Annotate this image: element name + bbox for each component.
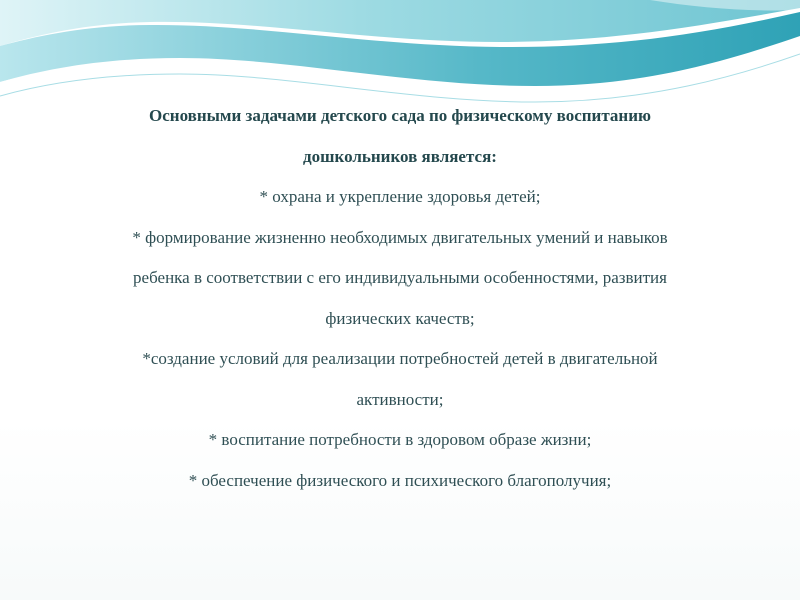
heading-line-2: дошкольников является: — [303, 146, 497, 166]
task-item-3-line-1: *создание условий для реализации потребностей детей в двигательной — [142, 349, 658, 368]
task-item-1: * охрана и укрепление здоровья детей; — [259, 187, 541, 206]
task-item-5: * обеспечение физического и психического благополучия; — [188, 470, 612, 490]
heading-line-1: Основными задачами детского сада по физическому воспитанию — [149, 106, 651, 125]
task-item-3-line-2: активности; — [356, 389, 444, 409]
task-item-2-line-2: ребенка в соответствии с его индивидуальными особенностями, развития — [133, 268, 667, 287]
task-item-2-line-3: физических качеств; — [325, 308, 475, 328]
slide-content — [40, 96, 760, 501]
task-item-4: * воспитание потребности в здоровом образе жизни; — [208, 430, 592, 449]
task-item-2-line-1: * формирование жизненно необходимых двигательных умений и навыков — [132, 227, 668, 247]
decorative-wave-header — [0, 0, 800, 110]
